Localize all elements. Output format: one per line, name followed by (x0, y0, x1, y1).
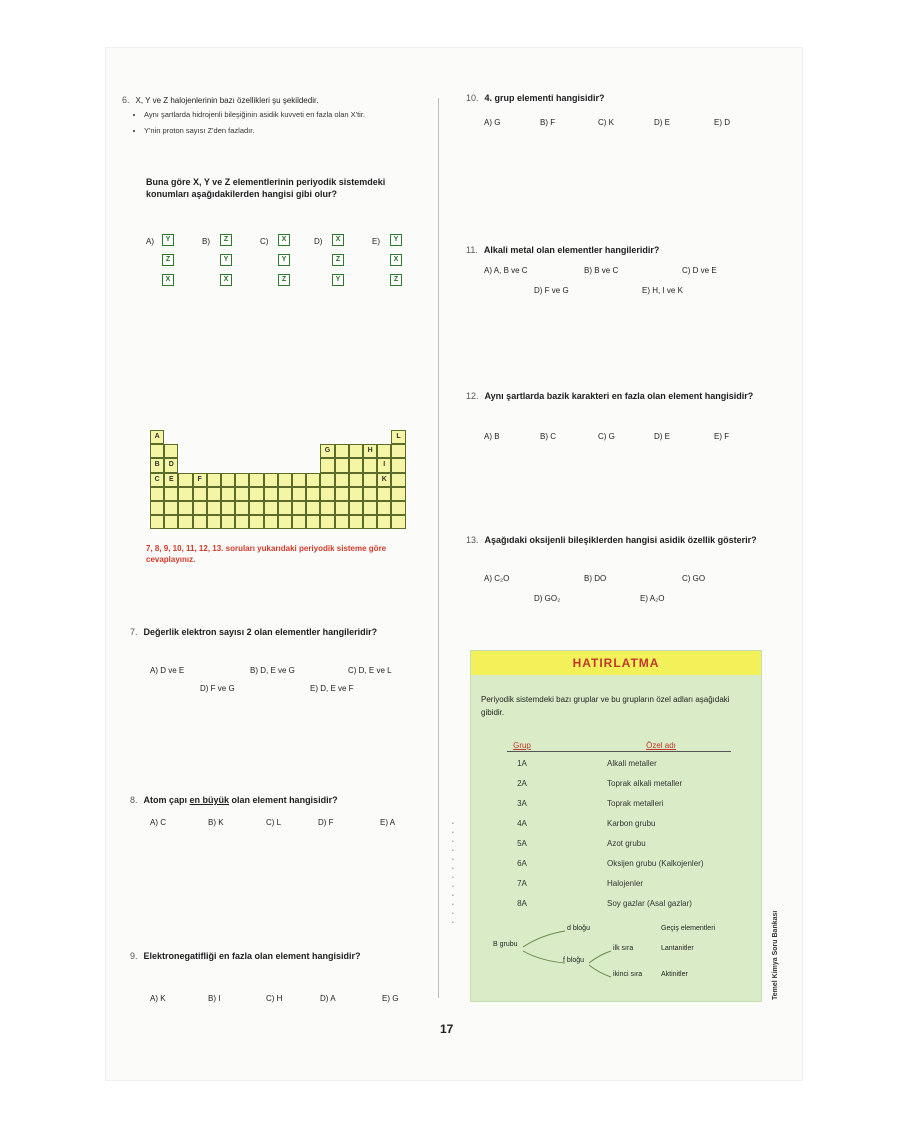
table-cell (377, 501, 391, 515)
table-cell (193, 501, 207, 515)
q6-bullet-2: • Y'nin proton sayısı Z'den fazladır. (144, 126, 434, 136)
table-cell (221, 473, 235, 487)
reminder-group-name: Karbon grubu (607, 819, 656, 828)
q9-text: Elektronegatifliği en fazla olan element hangisidir? (143, 951, 361, 961)
reminder-box (470, 650, 762, 1002)
table-cell (264, 487, 278, 501)
q13-text: Aşağıdaki oksijenli bileşiklerden hangisi asidik özellik gösterir? (484, 535, 757, 545)
table-cell-labeled: K (377, 473, 391, 487)
reminder-group-name: Azot grubu (607, 839, 646, 848)
table-cell (377, 515, 391, 529)
q6-a-box3: X (162, 274, 174, 286)
d-block-label: d bloğu (567, 925, 590, 932)
q6-number: 6. (122, 95, 130, 105)
table-cell (292, 501, 306, 515)
q6-c-box2: Y (278, 254, 290, 266)
q9-options (150, 994, 430, 1008)
q6-option-c[interactable] (278, 234, 289, 294)
table-cell (377, 487, 391, 501)
q6-text: X, Y ve Z halojenlerinin bazı özellikleri şu şekildedir. (135, 96, 319, 105)
reminder-group-name: Halojenler (607, 879, 644, 888)
table-cell (164, 444, 178, 458)
table-cell (207, 501, 221, 515)
table-cell (150, 515, 164, 529)
q6-option-b-label: B) (202, 237, 210, 246)
branch-line (523, 931, 565, 947)
q12-option-d[interactable]: D) E (654, 432, 670, 441)
q10-text: 4. grup elementi hangisidir? (484, 93, 605, 103)
table-cell (278, 487, 292, 501)
table-cell (278, 473, 292, 487)
table-cell (349, 473, 363, 487)
table-cell (363, 473, 377, 487)
table-cell (292, 515, 306, 529)
table-cell (235, 501, 249, 515)
branch-line (589, 951, 611, 963)
table-cell (349, 458, 363, 472)
table-cell (249, 501, 263, 515)
table-cell (193, 515, 207, 529)
q9-option-c[interactable]: C) H (266, 994, 283, 1003)
table-cell (363, 458, 377, 472)
q10-option-e[interactable]: E) D (714, 118, 730, 127)
column-divider (438, 98, 439, 998)
actinides-label: Aktinitler (661, 971, 688, 978)
q8-option-b[interactable]: B) K (208, 818, 224, 827)
table-cell (221, 501, 235, 515)
reminder-group: 4A (517, 819, 527, 828)
table-cell (278, 515, 292, 529)
q11-question (466, 244, 756, 256)
table-cell-labeled: I (377, 458, 391, 472)
q12-option-c[interactable]: C) G (598, 432, 615, 441)
q7-option-a[interactable]: A) D ve E (150, 666, 185, 675)
table-cell (221, 515, 235, 529)
q12-option-b[interactable]: B) C (540, 432, 556, 441)
q12-option-a[interactable]: A) B (484, 432, 500, 441)
q13-option-e[interactable]: E) A₂O (640, 594, 665, 603)
q10-option-a[interactable]: A) G (484, 118, 501, 127)
q6-bullets (130, 110, 434, 136)
q7-option-e[interactable]: E) D, E ve F (310, 684, 354, 693)
q12-option-e[interactable]: E) F (714, 432, 730, 441)
branch-line (523, 951, 565, 963)
q8-option-e[interactable]: E) A (380, 818, 396, 827)
q12-text: Aynı şartlarda bazik karakteri en fazla olan element hangisidir? (484, 391, 754, 401)
table-cell (207, 515, 221, 529)
q10-options (484, 118, 764, 132)
table-cell (391, 473, 405, 487)
table-cell (320, 458, 334, 472)
q6-a-box2: Z (162, 254, 174, 266)
table-cell (264, 515, 278, 529)
q12-question (466, 390, 762, 402)
q6-a-box1: Y (162, 234, 174, 246)
first-row-label: ilk sıra (613, 945, 634, 952)
table-cell (264, 501, 278, 515)
table-cell (349, 487, 363, 501)
lanthanides-label: Lantanitler (661, 945, 694, 952)
table-cell (235, 515, 249, 529)
table-cell (391, 444, 405, 458)
table-cell (278, 501, 292, 515)
q10-option-c[interactable]: C) K (598, 118, 614, 127)
table-cell (335, 444, 349, 458)
reminder-header-rule (507, 751, 731, 752)
table-cell-labeled: L (391, 430, 405, 444)
reminder-group-name: Toprak metalleri (607, 799, 664, 808)
q10-number: 10. (466, 93, 479, 103)
q6-option-d[interactable] (332, 234, 343, 294)
table-cell (249, 473, 263, 487)
table-cell (363, 515, 377, 529)
table-cell (235, 473, 249, 487)
q6-e-box2: X (390, 254, 402, 266)
dotted-strip: • • • • • • • • • • • • (452, 821, 454, 926)
reminder-group: 7A (517, 879, 527, 888)
q11-number: 11. (466, 245, 478, 255)
reminder-group: 3A (517, 799, 527, 808)
reminder-col-name: Özel adı (646, 741, 676, 750)
reminder-intro: Periyodik sistemdeki bazı gruplar ve bu grupların özel adları aşağıdaki gibidir. (481, 695, 730, 717)
table-cell (235, 487, 249, 501)
table-cell (320, 515, 334, 529)
table-cell-labeled: C (150, 473, 164, 487)
table-cell (335, 515, 349, 529)
f-block-label: f bloğu (563, 957, 585, 964)
branch-line (589, 965, 611, 977)
q10-question (466, 92, 756, 104)
reminder-group: 5A (517, 839, 527, 848)
q9-number: 9. (130, 951, 138, 961)
q7-text: Değerlik elektron sayısı 2 olan elementler hangileridir? (143, 627, 378, 637)
q6-e-box3: Z (390, 274, 402, 286)
table-cell (335, 501, 349, 515)
q7-option-b[interactable]: B) D, E ve G (250, 666, 295, 675)
q11-options (484, 266, 764, 296)
q10-option-d[interactable]: D) E (654, 118, 670, 127)
table-caption: 7, 8, 9, 10, 11, 12, 13. soruları yukarıdaki periyodik sisteme göre cevaplayınız. (146, 544, 387, 564)
table-cell (306, 487, 320, 501)
q11-option-c[interactable]: C) D ve E (682, 266, 717, 275)
reminder-group: 1A (517, 759, 527, 768)
table-cell (335, 473, 349, 487)
reminder-title: HATIRLATMA (471, 651, 761, 675)
reminder-group-name: Oksijen grubu (Kalkojenler) (607, 859, 704, 868)
table-cell (391, 458, 405, 472)
q9-option-d[interactable]: D) A (320, 994, 336, 1003)
table-cell (391, 515, 405, 529)
table-cell (150, 444, 164, 458)
table-cell (306, 501, 320, 515)
q6-d-box3: Y (332, 274, 344, 286)
table-cell (320, 487, 334, 501)
table-cell (292, 487, 306, 501)
reminder-group: 2A (517, 779, 527, 788)
table-cell (221, 487, 235, 501)
table-cell (306, 473, 320, 487)
table-cell (377, 444, 391, 458)
q8-text-post: olan element hangisidir? (229, 795, 338, 805)
table-cell (178, 473, 192, 487)
q7-number: 7. (130, 627, 138, 637)
q10-option-b[interactable]: B) F (540, 118, 556, 127)
table-cell-labeled: E (164, 473, 178, 487)
second-row-label: ikinci sıra (613, 971, 643, 978)
reminder-group-name: Toprak alkali metaller (607, 779, 683, 788)
table-cell (249, 487, 263, 501)
table-cell (335, 487, 349, 501)
table-cell (335, 458, 349, 472)
q8-text-underlined: en büyük (189, 795, 230, 805)
table-cell (150, 487, 164, 501)
table-cell (207, 473, 221, 487)
reminder-group: 8A (517, 899, 527, 908)
q7-option-c[interactable]: C) D, E ve L (348, 666, 392, 675)
table-cell (320, 501, 334, 515)
transition-elements-label: Geçiş elementleri (661, 925, 716, 932)
table-cell (363, 501, 377, 515)
table-cell-labeled: B (150, 458, 164, 472)
q6-b-box3: X (220, 274, 232, 286)
q6-option-d-label: D) (314, 237, 323, 246)
q7-options (150, 666, 430, 696)
table-cell (164, 515, 178, 529)
q8-question (130, 794, 430, 806)
table-cell (391, 501, 405, 515)
q8-option-c[interactable]: C) L (266, 818, 282, 827)
q6-e-box1: Y (390, 234, 402, 246)
q7-question (130, 626, 426, 638)
reminder-group-name: Soy gazlar (Asal gazlar) (607, 899, 692, 908)
q6-option-e[interactable] (390, 234, 401, 294)
table-cell-labeled: F (193, 473, 207, 487)
table-cell-labeled: D (164, 458, 178, 472)
q6-d-box1: X (332, 234, 344, 246)
q6-option-b[interactable] (220, 234, 231, 294)
table-cell (363, 487, 377, 501)
reminder-group: 6A (517, 859, 527, 868)
q9-option-e[interactable]: E) G (382, 994, 399, 1003)
q7-option-d[interactable]: D) F ve G (200, 684, 235, 693)
q11-text: Alkali metal olan elementler hangileridir? (483, 245, 660, 255)
q9-option-a[interactable]: A) K (150, 994, 166, 1003)
q6-c-box1: X (278, 234, 290, 246)
table-cell (320, 473, 334, 487)
table-cell (164, 501, 178, 515)
table-cell (178, 515, 192, 529)
q9-question (130, 950, 430, 962)
table-cell (249, 515, 263, 529)
q8-number: 8. (130, 795, 138, 805)
q13-option-a[interactable]: A) C₂O (484, 574, 510, 583)
table-cell (193, 487, 207, 501)
q8-option-a[interactable]: A) C (150, 818, 166, 827)
q6-option-e-label: E) (372, 237, 380, 246)
q6-d-box2: Z (332, 254, 344, 266)
table-cell (391, 487, 405, 501)
page-number: 17 (440, 1022, 454, 1036)
table-cell (264, 473, 278, 487)
table-cell (292, 473, 306, 487)
q6-option-c-label: C) (260, 237, 269, 246)
table-cell (178, 487, 192, 501)
q13-option-d[interactable]: D) GO₂ (534, 594, 561, 603)
table-cell (164, 487, 178, 501)
periodic-table (150, 430, 410, 534)
table-cell (178, 501, 192, 515)
b-group-diagram (471, 921, 761, 991)
q13-question (466, 534, 762, 546)
table-cell (150, 501, 164, 515)
table-cell (207, 487, 221, 501)
reminder-group-name: Alkali metaller (607, 759, 657, 768)
q11-option-e[interactable]: E) H, I ve K (642, 286, 683, 295)
q8-text-pre: Atom çapı (143, 795, 190, 805)
table-cell-labeled: A (150, 430, 164, 444)
q6-option-a[interactable] (162, 234, 173, 294)
table-cell (306, 515, 320, 529)
q11-option-a[interactable]: A) A, B ve C (484, 266, 528, 275)
q13-number: 13. (466, 535, 479, 545)
q6-option-a-label: A) (146, 237, 154, 246)
q13-option-c[interactable]: C) GO (682, 574, 706, 583)
q13-option-b[interactable]: B) DO (584, 574, 607, 583)
q11-option-b[interactable]: B) B ve C (584, 266, 619, 275)
q13-options (484, 574, 764, 604)
q8-option-d[interactable]: D) F (318, 818, 334, 827)
reminder-col-group: Grup (513, 741, 531, 750)
q12-options (484, 432, 764, 446)
b-group-label: B grubu (493, 941, 518, 948)
q6-b-box1: Z (220, 234, 232, 246)
q6-bullet-1: • Aynı şartlarda hidrojenli bileşiğinin asidik kuvveti en fazla olan X'tir. (144, 110, 434, 120)
table-cell (349, 515, 363, 529)
q11-option-d[interactable]: D) F ve G (534, 286, 569, 295)
table-cell (349, 501, 363, 515)
q12-number: 12. (466, 391, 479, 401)
q6-question: Buna göre X, Y ve Z elementlerinin periyodik sistemdeki konumları aşağıdakilerden hangisi gibi olur? (146, 177, 386, 199)
q8-options (150, 818, 430, 832)
table-cell-labeled: G (320, 444, 334, 458)
table-cell-labeled: H (363, 444, 377, 458)
q9-option-b[interactable]: B) I (208, 994, 221, 1003)
q6-intro (122, 94, 422, 107)
q6-b-box2: Y (220, 254, 232, 266)
table-cell (349, 444, 363, 458)
book-title-side: Temel Kimya Soru Bankası (772, 910, 779, 1000)
q6-c-box3: Z (278, 274, 290, 286)
